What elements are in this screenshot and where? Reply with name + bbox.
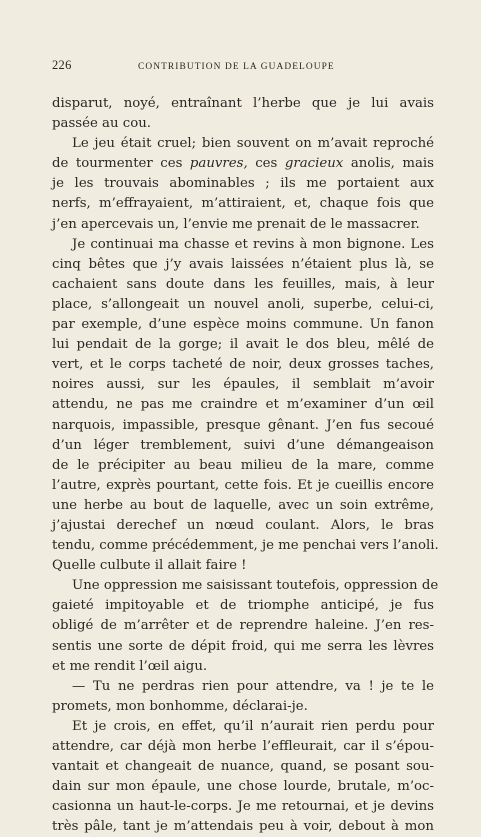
running-title: CONTRIBUTION DE LA GUADELOUPE	[138, 62, 335, 72]
text-line: et me rendit l’œil aigu.	[52, 658, 208, 674]
text-line: dain sur mon épaule, une chose lourde, brutale, m’oc-	[52, 779, 434, 795]
text-line: par exemple, d’une espèce moins commune. Un fanon	[52, 317, 434, 333]
text-line: place, s’allongeait un nouvel anoli, superbe, celui-ci,	[52, 296, 434, 312]
book-page	[52, 58, 439, 837]
text-line: passée au cou.	[52, 116, 152, 132]
paragraph	[52, 677, 434, 717]
italic-text: pauvres,	[189, 156, 248, 172]
text-line: sentis une sorte de dépit froid, qui me serra les lèvres	[52, 638, 434, 654]
text-line: de tourmenter ces pauvres, ces gracieux anolis, mais	[52, 156, 434, 172]
italic-text: gracieux	[284, 156, 344, 172]
text-line: noires aussi, sur les épaules, il semblait m’avoir	[52, 377, 434, 393]
text-line: Et je crois, en effet, qu’il n’aurait rien perdu pour	[72, 718, 434, 734]
text-line: d’un léger tremblement, suivi d’une démangeaison	[52, 437, 434, 453]
text-line: très pâle, tant je m’attendais peu à voir, debout à mon	[52, 819, 434, 835]
text-line: Je continuai ma chasse et revins à mon bignone. Les	[72, 236, 434, 252]
text-line: vert, et le corps tacheté de noir, deux grosses taches,	[52, 357, 434, 373]
text-line: vantait et changeait de nuance, quand, se posant sou-	[52, 759, 434, 775]
paragraph	[52, 134, 434, 234]
text-line: narquois, impassible, presque gênant. J’en fus secoué	[52, 417, 434, 433]
text-line: attendu, ne pas me craindre et m’examiner d’un œil	[52, 397, 434, 413]
page-number: 226	[52, 58, 72, 72]
text-line: nerfs, m’effrayaient, m’attiraient, et, chaque fois que	[52, 196, 434, 212]
text-line: Quelle culbute il allait faire !	[52, 558, 247, 574]
paragraph	[52, 94, 434, 134]
text-line: obligé de m’arrêter et de reprendre haleine. J’en res-	[52, 618, 434, 634]
text-line: attendre, car déjà mon herbe l’effleurait, car il s’épou-	[52, 739, 434, 754]
text-line: une herbe au bout de laquelle, avec un soin extrême,	[52, 497, 434, 513]
text-line: j’en apercevais un, l’envie me prenait de le massacrer.	[52, 216, 420, 232]
text-line: cachaient sans doute dans les feuilles, mais, à leur	[52, 276, 434, 292]
text-line: Une oppression me saisissant toutefois, oppression de	[72, 578, 439, 594]
text-line: casionna un haut-le-corps. Je me retournai, et je devins	[52, 799, 434, 815]
text-line: de le précipiter au beau milieu de la mare, comme	[52, 457, 434, 473]
text-line: lui pendait de la gorge; il avait le dos bleu, mêlé de	[52, 337, 434, 353]
text-line: gaieté impitoyable et de triomphe anticipé, je fus	[52, 598, 434, 614]
text-line: disparut, noyé, entraînant l’herbe que je lui avais	[52, 96, 434, 111]
text-line: promets, mon bonhomme, déclarai-je.	[52, 698, 308, 714]
paragraph	[52, 717, 434, 837]
text-line: l’autre, exprès pourtant, cette fois. Et je cueillis encore	[52, 477, 434, 493]
text-line: tendu, comme précédemment, je me penchai vers l’anoli.	[52, 538, 439, 554]
text-line: — Tu ne perdras rien pour attendre, va ! je te le	[72, 678, 434, 694]
paragraph	[52, 576, 439, 676]
paragraph	[52, 235, 439, 577]
page-header	[52, 58, 434, 80]
text-line: Le jeu était cruel; bien souvent on m’avait reproché	[72, 136, 434, 152]
text-line: je les trouvais abominables ; ils me portaient aux	[52, 176, 434, 192]
text-line: j’ajustai derechef un nœud coulant. Alors, le bras	[52, 517, 434, 533]
body-text	[52, 94, 439, 837]
text-line: cinq bêtes que j’y avais laissées n’étaient plus là, se	[52, 256, 434, 272]
